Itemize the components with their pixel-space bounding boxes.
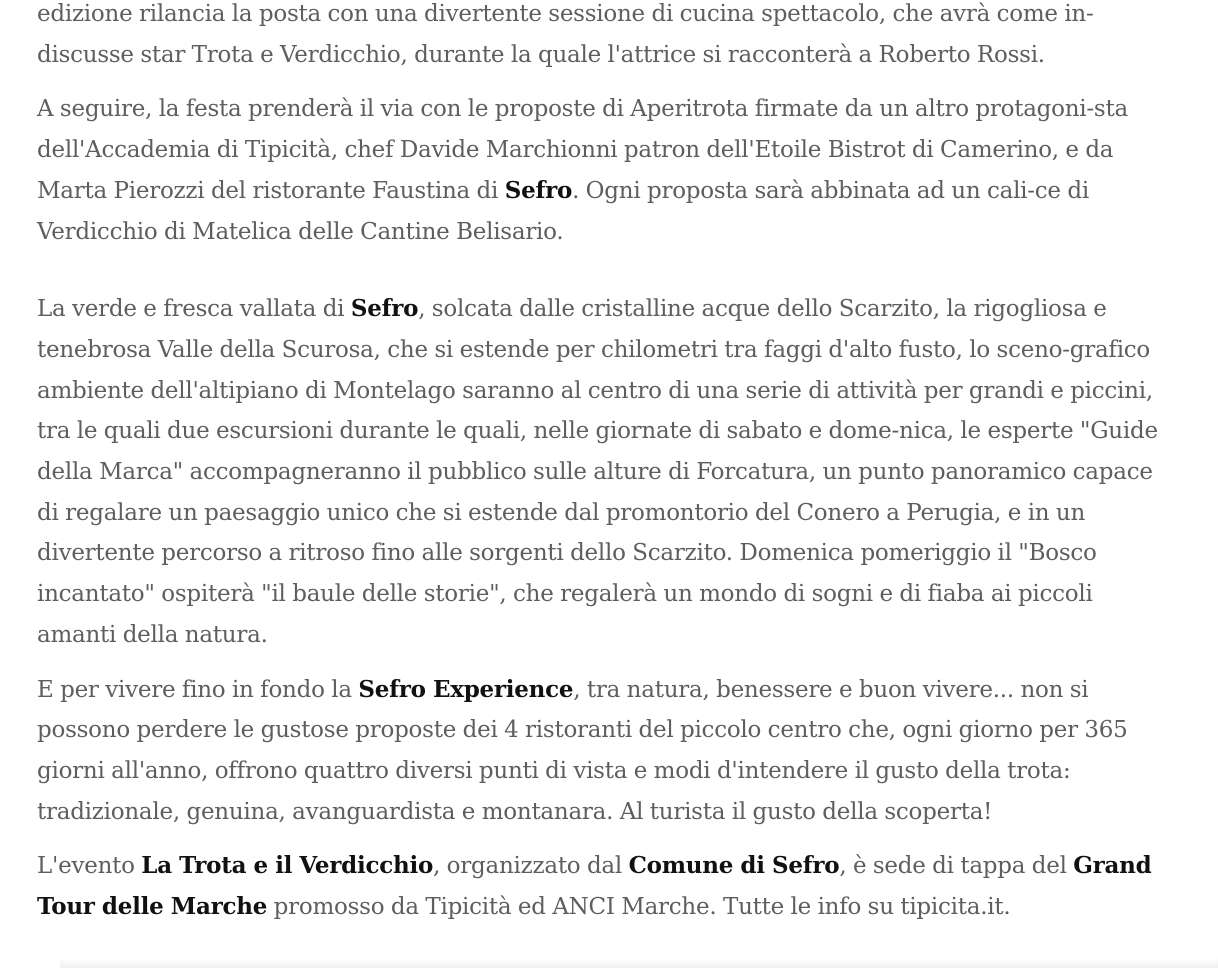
paragraph-valley-activities <box>37 289 1167 655</box>
paragraph-text: promosso da Tipicità ed ANCI Marche. Tutte le info su tipicita.it. <box>267 894 1011 921</box>
paragraph-text: edizione rilancia la posta con una divertente sessione di cucina spettacolo, che avrà come in-discusse star Trota e Verdicchio, durante la quale l'attrice si racconterà a Roberto Rossi. <box>37 1 1094 68</box>
paragraph-text: , organizzato dal <box>433 853 629 880</box>
bold-term-event-name: La Trota e il Verdicchio <box>141 852 434 880</box>
paragraph-sefro-experience <box>37 670 1167 833</box>
bold-term-comune: Comune di Sefro <box>628 852 840 880</box>
paragraph-text: A seguire, la festa prenderà il via con le proposte di Aperitrota firmate da un altro protagoni-sta dell'Accademia di Tipicità, chef Davide Marchionni patron dell'Etoile Bistrot di Camerino, e da Marta Pierozzi del ristorante Faustina di <box>37 96 1128 204</box>
bold-term-sefro: Sefro <box>504 176 573 204</box>
paragraph-event-info <box>37 846 1167 927</box>
paragraph-text: La verde e fresca vallata di <box>37 296 351 323</box>
paragraph-cooking-show <box>37 0 1167 75</box>
bottom-shadow <box>60 958 1218 968</box>
paragraph-text: L'evento <box>37 853 142 880</box>
paragraph-text: , solcata dalle cristalline acque dello Scarzito, la rigogliosa e tenebrosa Valle della Scurosa, che si estende per chilometri tra faggi d'alto fusto, lo sceno-grafico ambiente dell'altipiano di Montelago saranno al centro di una serie di attività per grandi e piccini, tra le quali due escursioni durante le quali, nelle giornate di sabato e dome-nica, le esperte "Guide della Marca" accompagneranno il pubblico sulle alture di Forcatura, un punto panoramico capace di regalare un paesaggio unico che si estende dal promontorio del Conero a Perugia, e in un divertente percorso a ritroso fino alle sorgenti dello Scarzito. Domenica pomeriggio il "Bosco incantato" ospiterà "il baule delle storie", che regalerà un mondo di sogni e di fiaba ai piccoli amanti della natura. <box>37 296 1158 648</box>
paragraph-text: , è sede di tappa del <box>839 853 1074 880</box>
bold-term-sefro-experience: Sefro Experience <box>358 675 574 703</box>
article-body <box>37 0 1167 942</box>
bold-term-grand-tour: Grand Tour delle Marche <box>37 852 1152 921</box>
paragraph-aperitrota <box>37 89 1167 252</box>
paragraph-text: E per vivere fino in fondo la <box>37 676 359 703</box>
bold-term-sefro: Sefro <box>350 295 419 323</box>
paragraph-text: , tra natura, benessere e buon vivere... non si possono perdere le gustose proposte dei 4 ristoranti del piccolo centro che, ogni giorno per 365 giorni all'anno, offrono quattro diversi punti di vista e modi d'intendere il gusto della trota: tradizionale, genuina, avanguardista e montanara. Al turista il gusto della scoperta! <box>37 676 1128 825</box>
paragraph-text: . Ogni proposta sarà abbinata ad un cali-ce di Verdicchio di Matelica delle Cantine Belisario. <box>37 177 1089 245</box>
